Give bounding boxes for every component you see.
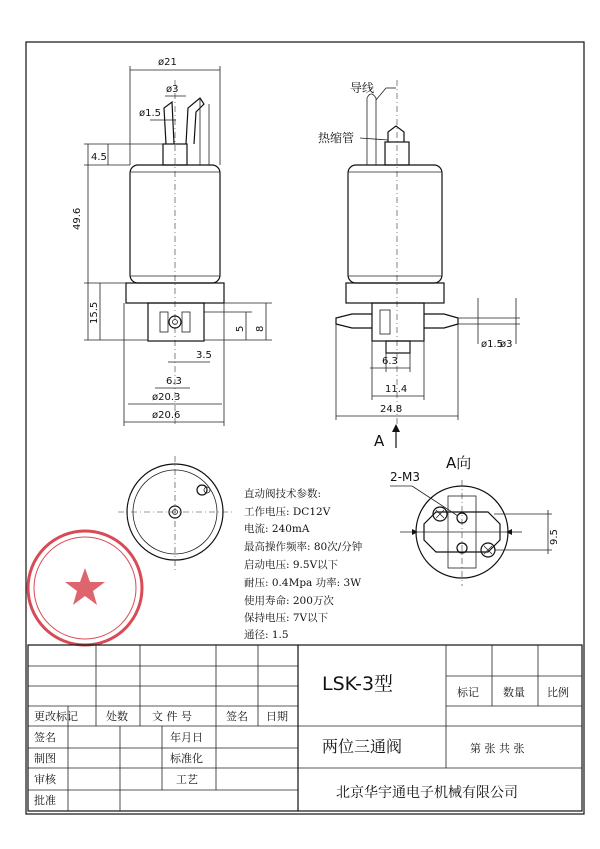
sheet-count: 第 张 共 张 — [470, 742, 525, 755]
spec-block — [244, 487, 363, 641]
spec-line: 电流: 240mA — [244, 523, 310, 535]
dim-w24-8: 24.8 — [380, 404, 403, 415]
rev-header: 更改标记 — [34, 710, 78, 723]
sheet-border — [26, 42, 584, 814]
dim-h15-5: 15.5 — [89, 301, 100, 324]
spec-line: 通径: 1.5 — [244, 629, 289, 641]
label-2-m3: 2-M3 — [390, 470, 420, 484]
label-section-a: A — [374, 432, 385, 450]
label-heat-shrink: 热缩管 — [318, 131, 355, 145]
spec-line: 最高操作频率: 80次/分钟 — [244, 541, 363, 553]
dim-h49-6: 49.6 — [72, 207, 83, 230]
dim-w11-4: 11.4 — [385, 384, 408, 395]
dim-h5: 5 — [235, 325, 246, 332]
dim-h4-5: 4.5 — [91, 152, 107, 163]
spec-line: 启动电压: 9.5V以下 — [244, 559, 339, 571]
row-label: 审核 — [34, 773, 56, 786]
spec-line: 保持电压: 7V以下 — [244, 612, 329, 624]
dim-d1-5-right: ø1.5 — [481, 339, 504, 350]
spec-title: 直动阀技术参数: — [244, 488, 322, 500]
product-name: 两位三通阀 — [322, 737, 403, 756]
dim-h8: 8 — [255, 325, 266, 332]
rev-header: 签名 — [226, 710, 248, 723]
dim-d20-3: ø20.3 — [152, 392, 181, 403]
rev-header: 处数 — [106, 710, 128, 723]
view-a — [390, 480, 552, 586]
label-lead-wire: 导线 — [350, 81, 375, 95]
rev-header: 文 件 号 — [152, 710, 192, 723]
company-name: 北京华宇通电子机械有限公司 — [336, 785, 518, 801]
row-label: 制图 — [34, 752, 56, 765]
spec-line: 使用寿命: 200万次 — [244, 595, 334, 607]
dim-d3-right: ø3 — [500, 339, 513, 350]
row-mid: 标准化 — [170, 752, 203, 765]
dim-d20-6: ø20.6 — [152, 410, 181, 421]
dim-h9-5: 9.5 — [549, 529, 560, 545]
dim-d1-5-left: ø1.5 — [139, 108, 162, 119]
dim-w6-3-right: 6.3 — [382, 356, 398, 367]
dim-w6-3-left: 6.3 — [166, 376, 182, 387]
header-qty: 数量 — [503, 686, 525, 699]
company-stamp — [28, 531, 142, 645]
header-scale: 比例 — [547, 686, 569, 699]
dim-d3-left: ø3 — [166, 84, 179, 95]
row-label: 签名 — [34, 731, 56, 744]
rev-header: 日期 — [266, 710, 288, 723]
spec-line: 耐压: 0.4Mpa 功率: 3W — [244, 577, 361, 589]
row-mid: 年月日 — [170, 731, 203, 744]
spec-line: 工作电压: DC12V — [244, 506, 331, 518]
header-mark: 标记 — [457, 686, 479, 699]
front-view-left — [84, 66, 272, 426]
model-title: LSK-3型 — [322, 673, 394, 695]
side-view-right — [336, 80, 520, 448]
bottom-circular-view — [118, 456, 232, 570]
row-mid: 工艺 — [176, 773, 198, 786]
dim-d21: ø21 — [158, 57, 177, 68]
dim-w3-5: 3.5 — [196, 350, 212, 361]
row-label: 批准 — [34, 794, 56, 807]
label-view-a: A向 — [446, 454, 472, 472]
